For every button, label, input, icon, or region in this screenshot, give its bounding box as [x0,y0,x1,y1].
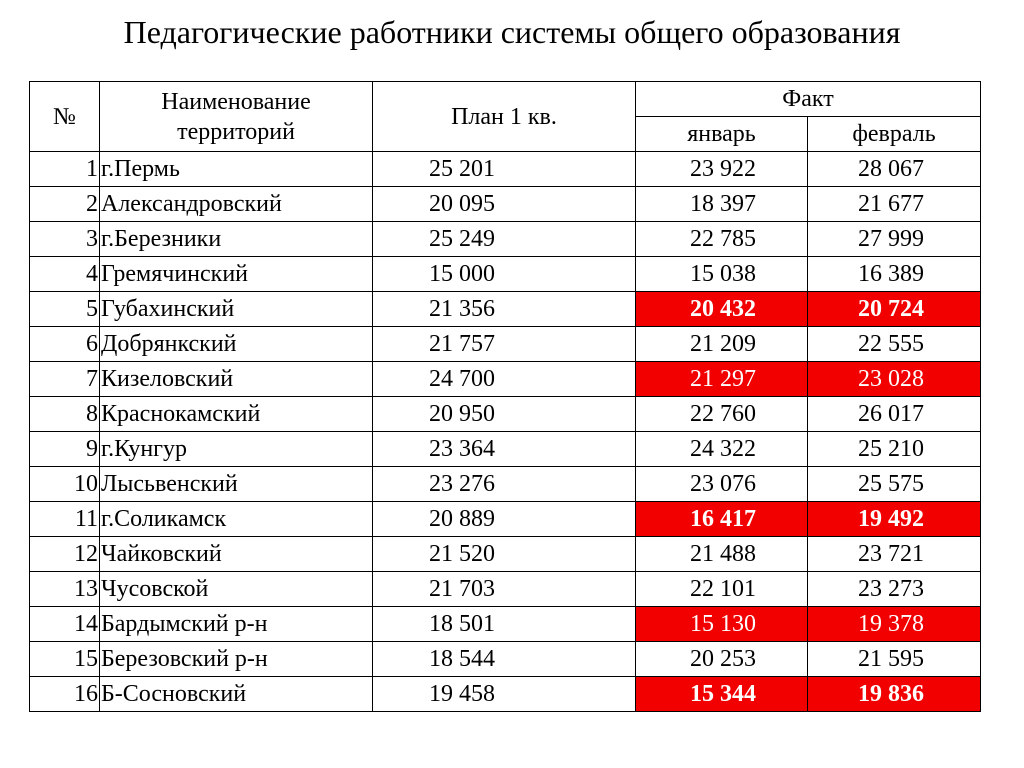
table-row [30,607,981,642]
fact-feb-value: 27 999 [808,222,981,257]
header-jan: январь [636,117,808,152]
fact-jan-value: 24 322 [636,432,808,467]
fact-feb-value: 25 210 [808,432,981,467]
row-number: 15 [30,642,100,677]
territory-name: г.Березники [100,222,373,257]
fact-feb-value-highlighted: 19 378 [808,607,981,642]
header-plan: План 1 кв. [373,82,636,152]
fact-jan-value: 22 101 [636,572,808,607]
fact-feb-value-highlighted: 20 724 [808,292,981,327]
fact-jan-value-highlighted: 16 417 [636,502,808,537]
header-feb: февраль [808,117,981,152]
row-number: 5 [30,292,100,327]
row-number: 3 [30,222,100,257]
fact-jan-value: 15 038 [636,257,808,292]
territory-name: Кизеловский [100,362,373,397]
fact-feb-value: 25 575 [808,467,981,502]
table-row [30,257,981,292]
row-number: 9 [30,432,100,467]
table-row [30,187,981,222]
table-row [30,152,981,187]
row-number: 8 [30,397,100,432]
plan-value: 20 095 [373,187,636,222]
row-number: 14 [30,607,100,642]
territory-name: Гремячинский [100,257,373,292]
plan-value: 21 520 [373,537,636,572]
header-name-line1: Наименование [161,88,311,115]
fact-feb-value: 26 017 [808,397,981,432]
table-row [30,327,981,362]
row-number: 7 [30,362,100,397]
territory-name: Краснокамский [100,397,373,432]
fact-jan-value: 23 922 [636,152,808,187]
fact-feb-value: 21 677 [808,187,981,222]
territory-name: Чайковский [100,537,373,572]
table-row [30,222,981,257]
header-fact: Факт [636,82,981,117]
fact-feb-value: 23 273 [808,572,981,607]
territory-name: г.Кунгур [100,432,373,467]
fact-jan-value-highlighted: 21 297 [636,362,808,397]
table-row [30,362,981,397]
row-number: 6 [30,327,100,362]
plan-value: 23 364 [373,432,636,467]
plan-value: 21 757 [373,327,636,362]
fact-jan-value-highlighted: 20 432 [636,292,808,327]
table-row [30,432,981,467]
row-number: 4 [30,257,100,292]
fact-feb-value-highlighted: 23 028 [808,362,981,397]
fact-feb-value: 16 389 [808,257,981,292]
header-num: № [30,82,100,152]
staff-table [29,81,981,712]
header-name-line2: территорий [177,118,295,145]
plan-value: 21 356 [373,292,636,327]
row-number: 12 [30,537,100,572]
table-row [30,502,981,537]
territory-name: г.Соликамск [100,502,373,537]
territory-name: Бардымский р-н [100,607,373,642]
territory-name: Березовский р-н [100,642,373,677]
row-number: 11 [30,502,100,537]
table-row [30,467,981,502]
fact-jan-value: 22 760 [636,397,808,432]
fact-jan-value: 20 253 [636,642,808,677]
territory-name: Лысьвенский [100,467,373,502]
fact-feb-value: 23 721 [808,537,981,572]
row-number: 13 [30,572,100,607]
plan-value: 24 700 [373,362,636,397]
table-row [30,642,981,677]
territory-name: Александровский [100,187,373,222]
fact-jan-value-highlighted: 15 344 [636,677,808,712]
table-row [30,397,981,432]
fact-feb-value: 28 067 [808,152,981,187]
table-row [30,537,981,572]
plan-value: 19 458 [373,677,636,712]
fact-feb-value: 21 595 [808,642,981,677]
row-number: 16 [30,677,100,712]
territory-name: Губахинский [100,292,373,327]
fact-jan-value-highlighted: 15 130 [636,607,808,642]
plan-value: 20 889 [373,502,636,537]
plan-value: 18 501 [373,607,636,642]
plan-value: 23 276 [373,467,636,502]
table-row [30,292,981,327]
plan-value: 18 544 [373,642,636,677]
page-title: Педагогические работники системы общего образования [123,14,901,50]
table-row [30,677,981,712]
fact-feb-value-highlighted: 19 836 [808,677,981,712]
fact-jan-value: 21 488 [636,537,808,572]
plan-value: 15 000 [373,257,636,292]
territory-name: Добрянкский [100,327,373,362]
fact-jan-value: 21 209 [636,327,808,362]
plan-value: 20 950 [373,397,636,432]
fact-jan-value: 18 397 [636,187,808,222]
header-name [100,82,373,152]
row-number: 10 [30,467,100,502]
fact-feb-value: 22 555 [808,327,981,362]
fact-jan-value: 23 076 [636,467,808,502]
plan-value: 21 703 [373,572,636,607]
plan-value: 25 201 [373,152,636,187]
territory-name: Чусовской [100,572,373,607]
plan-value: 25 249 [373,222,636,257]
table-row [30,572,981,607]
fact-feb-value-highlighted: 19 492 [808,502,981,537]
territory-name: Б-Сосновский [100,677,373,712]
territory-name: г.Пермь [100,152,373,187]
row-number: 2 [30,187,100,222]
row-number: 1 [30,152,100,187]
table-body [30,152,981,712]
fact-jan-value: 22 785 [636,222,808,257]
